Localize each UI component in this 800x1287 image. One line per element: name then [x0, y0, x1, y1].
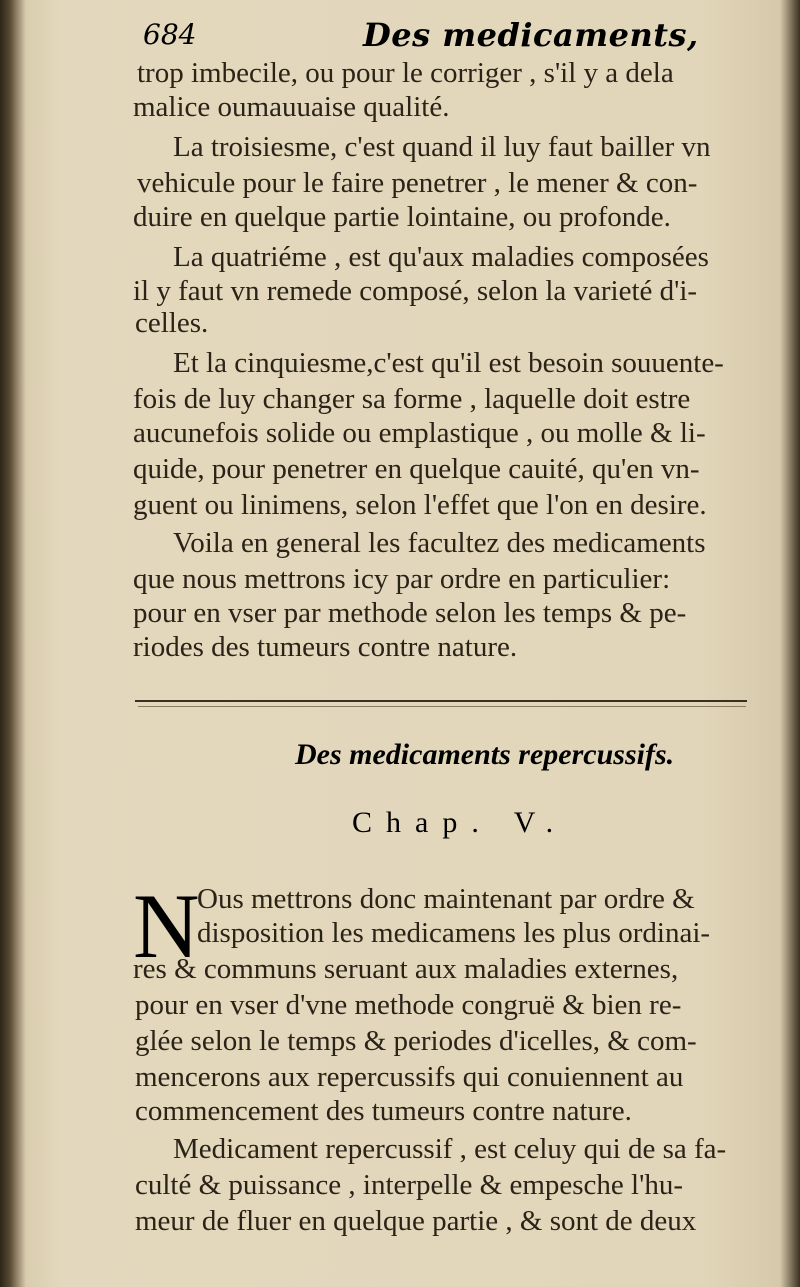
text-line: duire en quelque partie lointaine, ou profonde. — [133, 201, 671, 233]
text-line: Ous mettrons donc maintenant par ordre & — [197, 883, 695, 915]
text-line: res & communs seruant aux maladies externes, — [133, 953, 679, 985]
chapter-number: Chap. V. — [352, 806, 568, 839]
text-line: fois de luy changer sa forme , laquelle doit estre — [133, 383, 691, 415]
text-line: quide, pour penetrer en quelque cauité, qu'en vn- — [133, 453, 700, 485]
text-line: La quatriéme , est qu'aux maladies composées — [173, 241, 709, 273]
text-line: que nous mettrons icy par ordre en particulier: — [133, 563, 671, 595]
text-line: pour en vser par methode selon les temps & pe- — [133, 597, 687, 629]
text-line: Voila en general les facultez des medicaments — [173, 527, 706, 559]
text-line: culté & puissance , interpelle & empesche l'hu- — [135, 1169, 683, 1201]
section-rule — [135, 700, 747, 702]
section-rule-thin — [138, 706, 746, 707]
text-line: celles. — [135, 307, 209, 339]
text-line: trop imbecile, ou pour le corriger , s'il y a dela — [137, 57, 674, 89]
running-title: Des medicaments, — [363, 16, 699, 54]
text-line: Et la cinquiesme,c'est qu'il est besoin souuente- — [173, 347, 724, 379]
text-line: riodes des tumeurs contre nature. — [133, 631, 518, 663]
text-line: aucunefois solide ou emplastique , ou molle & li- — [133, 417, 706, 449]
text-line: il y faut vn remede composé, selon la varieté d'i- — [133, 275, 698, 307]
running-head — [143, 14, 763, 58]
drop-cap: N — [133, 875, 200, 977]
text-line: La troisiesme, c'est quand il luy faut bailler vn — [173, 131, 711, 163]
text-line: pour en vser d'vne methode congruë & bien re- — [135, 989, 682, 1021]
text-line: malice oumauuaise qualité. — [133, 91, 450, 123]
text-line: mencerons aux repercussifs qui conuiennent au — [135, 1061, 684, 1093]
page-number: 684 — [143, 18, 197, 51]
chapter-title: Des medicaments repercussifs. — [295, 738, 675, 771]
text-line: glée selon le temps & periodes d'icelles, & com- — [135, 1025, 697, 1057]
text-line: meur de fluer en quelque partie , & sont de deux — [135, 1205, 697, 1237]
text-line: commencement des tumeurs contre nature. — [135, 1095, 632, 1127]
text-line: disposition les medicamens les plus ordinai- — [197, 917, 711, 949]
text-line: guent ou linimens, selon l'effet que l'on en desire. — [133, 489, 707, 521]
text-line: Medicament repercussif , est celuy qui de sa fa- — [173, 1133, 727, 1165]
text-line: vehicule pour le faire penetrer , le mener & con- — [137, 167, 698, 199]
